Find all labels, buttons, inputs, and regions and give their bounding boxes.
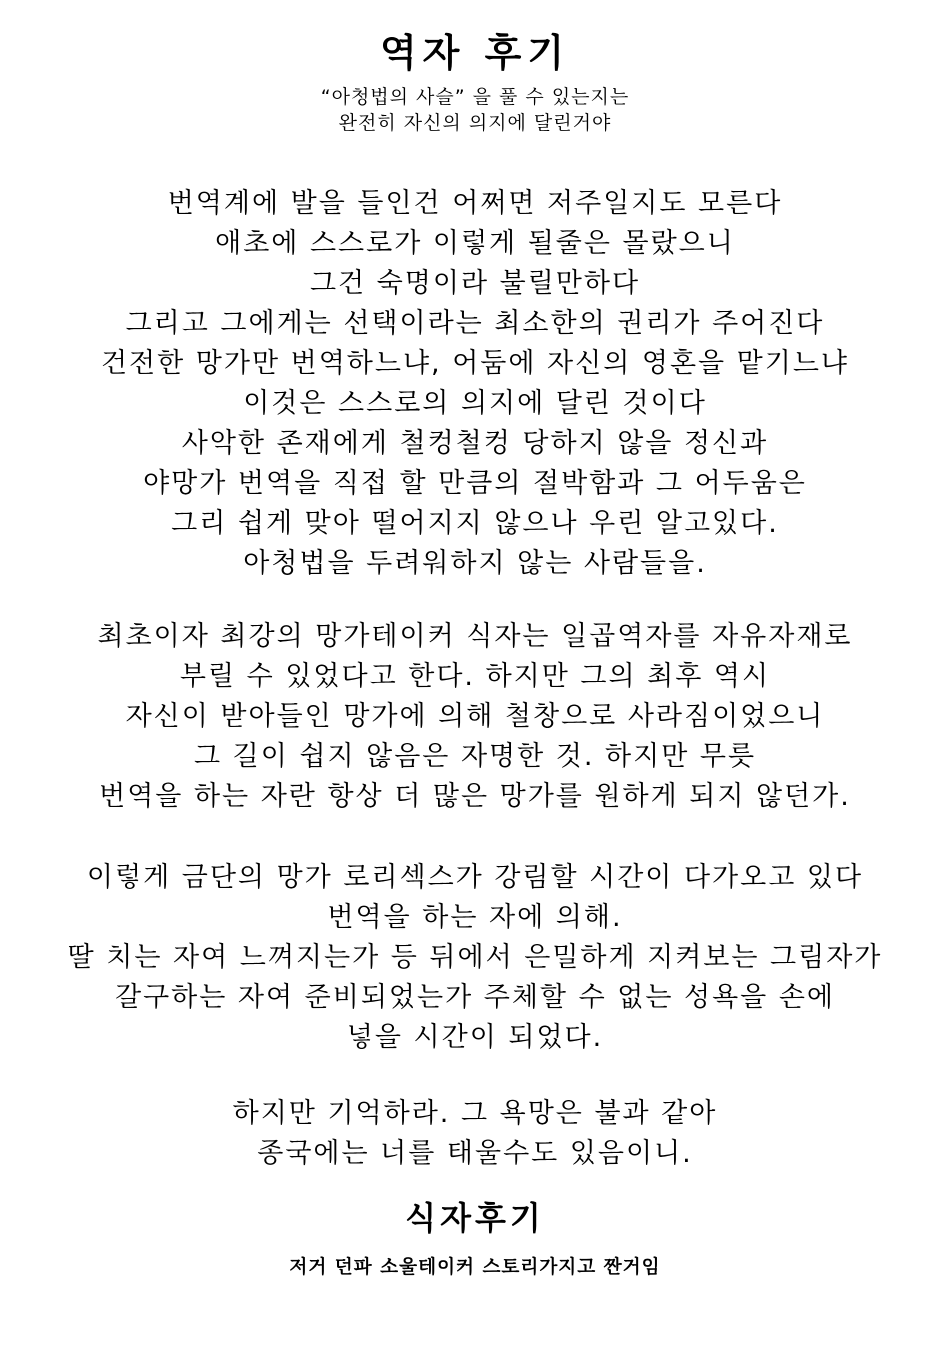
paragraph-line: 이렇게 금단의 망가 로리섹스가 강림할 시간이 다가오고 있다 <box>86 862 864 893</box>
paragraph-line: 번역을 하는 자란 항상 더 많은 망가를 원하게 되지 않던가. <box>99 781 851 812</box>
paragraph-line: 아청법을 두려워하지 않는 사람들을. <box>243 548 707 579</box>
subtitle <box>0 84 950 136</box>
paragraph-line: 그건 숙명이라 불릴만하다 <box>309 268 641 299</box>
page-title: 역자 후기 <box>379 31 571 75</box>
paragraph-line: 야망가 번역을 직접 할 만큼의 절박함과 그 어두움은 <box>143 468 807 499</box>
paragraph <box>0 184 950 584</box>
paragraph-line: 번역을 하는 자에 의해. <box>327 902 623 933</box>
paragraph-line: 하지만 기억하라. 그 욕망은 불과 같아 <box>232 1098 718 1129</box>
paragraph-line: 자신이 받아들인 망가에 의해 철창으로 사라짐이었으니 <box>125 701 825 732</box>
paragraph-line: 번역계에 발을 들인건 어쩌면 저주일지도 모른다 <box>167 188 783 219</box>
footer-note: 저거 던파 소울테이커 스토리가지고 짠거임 <box>289 1257 661 1278</box>
paragraph <box>0 1094 950 1174</box>
paragraph-line: 이것은 스스로의 의지에 달린 것이다 <box>243 388 707 419</box>
paragraph-line: 그리 쉽게 맞아 떨어지지 않으나 우린 알고있다. <box>171 508 779 539</box>
paragraph-line: 부릴 수 있었다고 한다. 하지만 그의 최후 역시 <box>179 661 771 692</box>
paragraph-line: 최초이자 최강의 망가테이커 식자는 일곱역자를 자유자재로 <box>97 621 853 652</box>
paragraph-line: 갈구하는 자여 준비되었는가 주체할 수 없는 성욕을 손에 <box>115 982 835 1013</box>
paragraph-line: 건전한 망가만 번역하느냐, 어둠에 자신의 영혼을 맡기느냐 <box>100 348 850 379</box>
paragraph-line: 애초에 스스로가 이렇게 될줄은 몰랐으니 <box>215 228 735 259</box>
paragraph-line: 딸 치는 자여 느껴지는가 등 뒤에서 은밀하게 지켜보는 그림자가 <box>67 942 883 973</box>
paragraph <box>0 858 950 1058</box>
paragraph <box>0 617 950 817</box>
paragraph-line: 그 길이 쉽지 않음은 자명한 것. 하지만 무릇 <box>193 741 757 772</box>
subtitle-line: “아청법의 사슬” 을 풀 수 있는지는 <box>320 86 630 108</box>
paragraph-line: 종국에는 너를 태울수도 있음이니. <box>257 1138 693 1169</box>
paragraph-line: 그리고 그에게는 선택이라는 최소한의 권리가 주어진다 <box>125 308 825 339</box>
footer-title: 식자후기 <box>405 1199 545 1237</box>
paragraph-line: 넣을 시간이 되었다. <box>346 1022 604 1053</box>
paragraph-line: 사악한 존재에게 철컹철컹 당하지 않을 정신과 <box>181 428 769 459</box>
subtitle-line: 완전히 자신의 의지에 달린거야 <box>338 112 612 134</box>
